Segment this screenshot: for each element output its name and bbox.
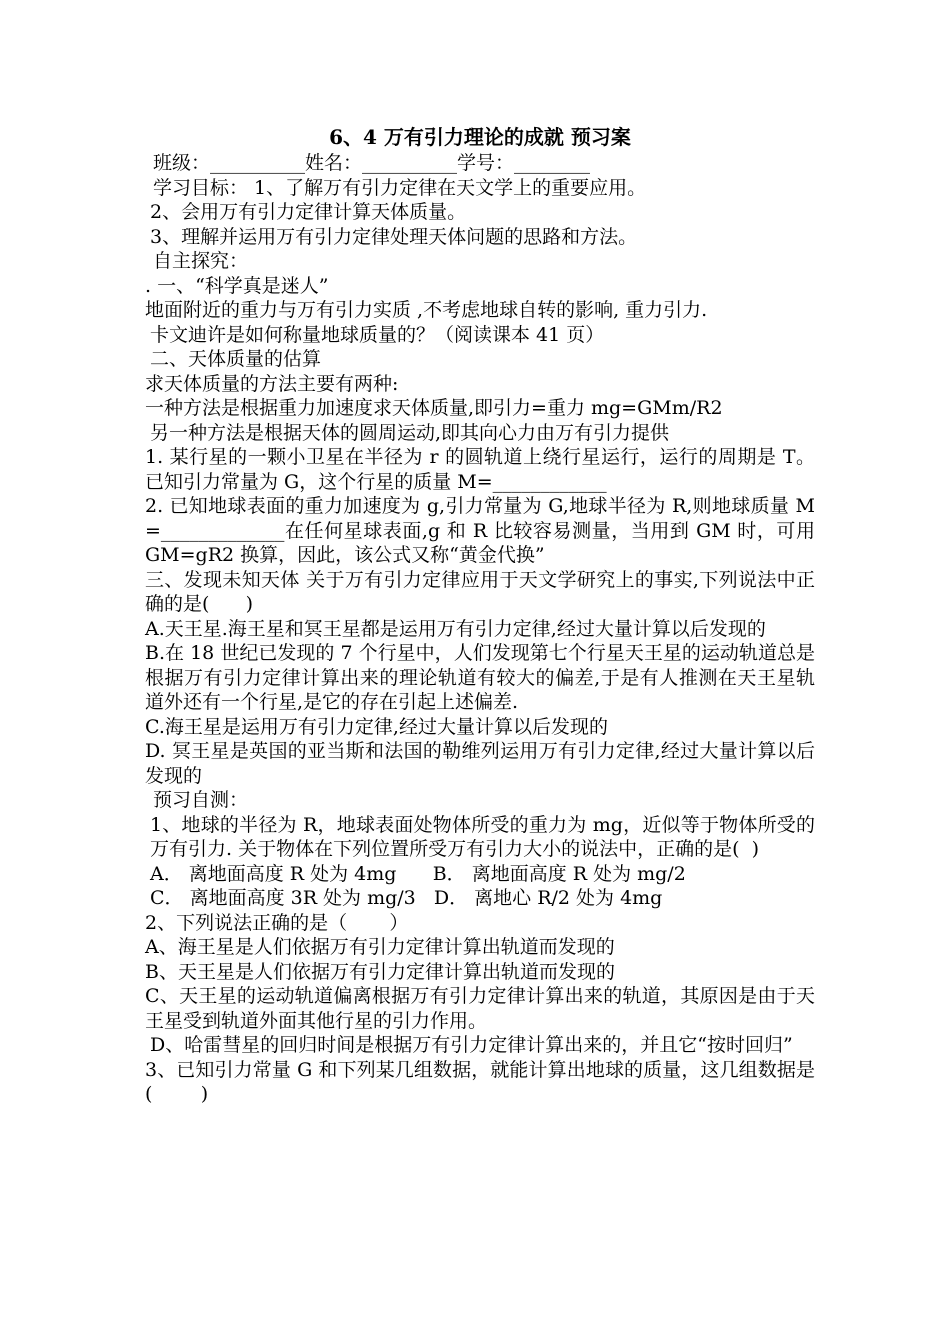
- text-line: 1、地球的半径为 R，地球表面处物体所受的重力为 mg，近似等于物体所受的万有引力. 关于物体在下列位置所受万有引力大小的说法中，正确的是( ): [150, 813, 815, 860]
- text-line: A． 离地面高度 R 处为 4mg B． 离地面高度 R 处为 mg/2: [150, 862, 686, 885]
- text-line: 2. 已知地球表面的重力加速度为 g,引力常量为 G,地球半径为 R,则地球质量 M=_____________在任何星球表面,g 和 R 比较容易测量，当用到 GM 时，可用 GM=gR2 换算，因此，该公式又称“黄金代换”: [145, 495, 822, 566]
- text-line: B.在 18 世纪已发现的 7 个行星中，人们发现第七个行星天王星的运动轨道总是根据万有引力定律计算出来的理论轨道有较大的偏差,于是有人推测在天王星轨道外还有一个行星,是它的存在引起上述偏差.: [145, 642, 815, 713]
- text-line: 2、会用万有引力定律计算天体质量。: [150, 201, 467, 223]
- text-line: 另一种方法是根据天体的圆周运动,即其向心力由万有引力提供: [150, 421, 670, 444]
- text-line: 二、天体质量的估算: [150, 348, 322, 370]
- text-line: 1. 某行星的一颗小卫星在半径为 r 的圆轨道上绕行星运行，运行的周期是 T。已知引力常量为 G，这个行星的质量 M=____________: [145, 446, 815, 493]
- text-line: 地面附近的重力与万有引力实质 ,不考虑地球自转的影响, 重力引力.: [145, 299, 708, 321]
- document-page: [145, 125, 822, 1107]
- text-line: A.天王星.海王星和冥王星都是运用万有引力定律,经过大量计算以后发现的: [145, 617, 766, 640]
- text-line: B、天王星是人们依据万有引力定律计算出轨道而发现的: [145, 960, 615, 983]
- text-line: 学习目标： 1、了解万有引力定律在天文学上的重要应用。: [153, 176, 647, 199]
- text-line: C、天王星的运动轨道偏离根据万有引力定律计算出来的轨道，其原因是由于天王星受到轨道外面其他行星的引力作用。: [145, 985, 815, 1032]
- text-line: 预习自测：: [153, 789, 249, 811]
- text-line: D、哈雷彗星的回归时间是根据万有引力定律计算出来的，并且它“按时回归”: [150, 1034, 793, 1056]
- text-line: 卡文迪许是如何称量地球质量的？（阅读课本 41 页）: [150, 323, 605, 346]
- text-line: C.海王星是运用万有引力定律,经过大量计算以后发现的: [145, 715, 608, 738]
- text-line: 自主探究：: [153, 250, 249, 272]
- text-line: 班级：__________姓名：__________学号：________: [153, 152, 591, 174]
- page-title: 6、4 万有引力理论的成就 预习案: [329, 125, 631, 149]
- text-line: A、海王星是人们依据万有引力定律计算出轨道而发现的: [145, 936, 615, 958]
- text-line: 三、发现未知天体 关于万有引力定律应用于天文学研究上的事实,下列说法中正确的是( ): [145, 568, 815, 615]
- text-line: C． 离地面高度 3R 处为 mg/3 D． 离地心 R/2 处为 4mg: [150, 887, 663, 909]
- document-body: [145, 151, 822, 1107]
- text-line: 3、理解并运用万有引力定律处理天体问题的思路和方法。: [150, 225, 638, 248]
- text-line: 一种方法是根据重力加速度求天体质量,即引力=重力 mg=GMm/R2: [145, 397, 723, 419]
- text-line: D. 冥王星是英国的亚当斯和法国的勒维列运用万有引力定律,经过大量计算以后发现的: [145, 740, 815, 787]
- text-line: 求天体质量的方法主要有两种:: [145, 372, 399, 395]
- text-line: 3、已知引力常量 G 和下列某几组数据，就能计算出地球的质量，这几组数据是( ): [145, 1058, 815, 1105]
- text-line: 2、下列说法正确的是（ ）: [145, 911, 409, 934]
- text-line: . 一、“科学真是迷人”: [145, 274, 329, 297]
